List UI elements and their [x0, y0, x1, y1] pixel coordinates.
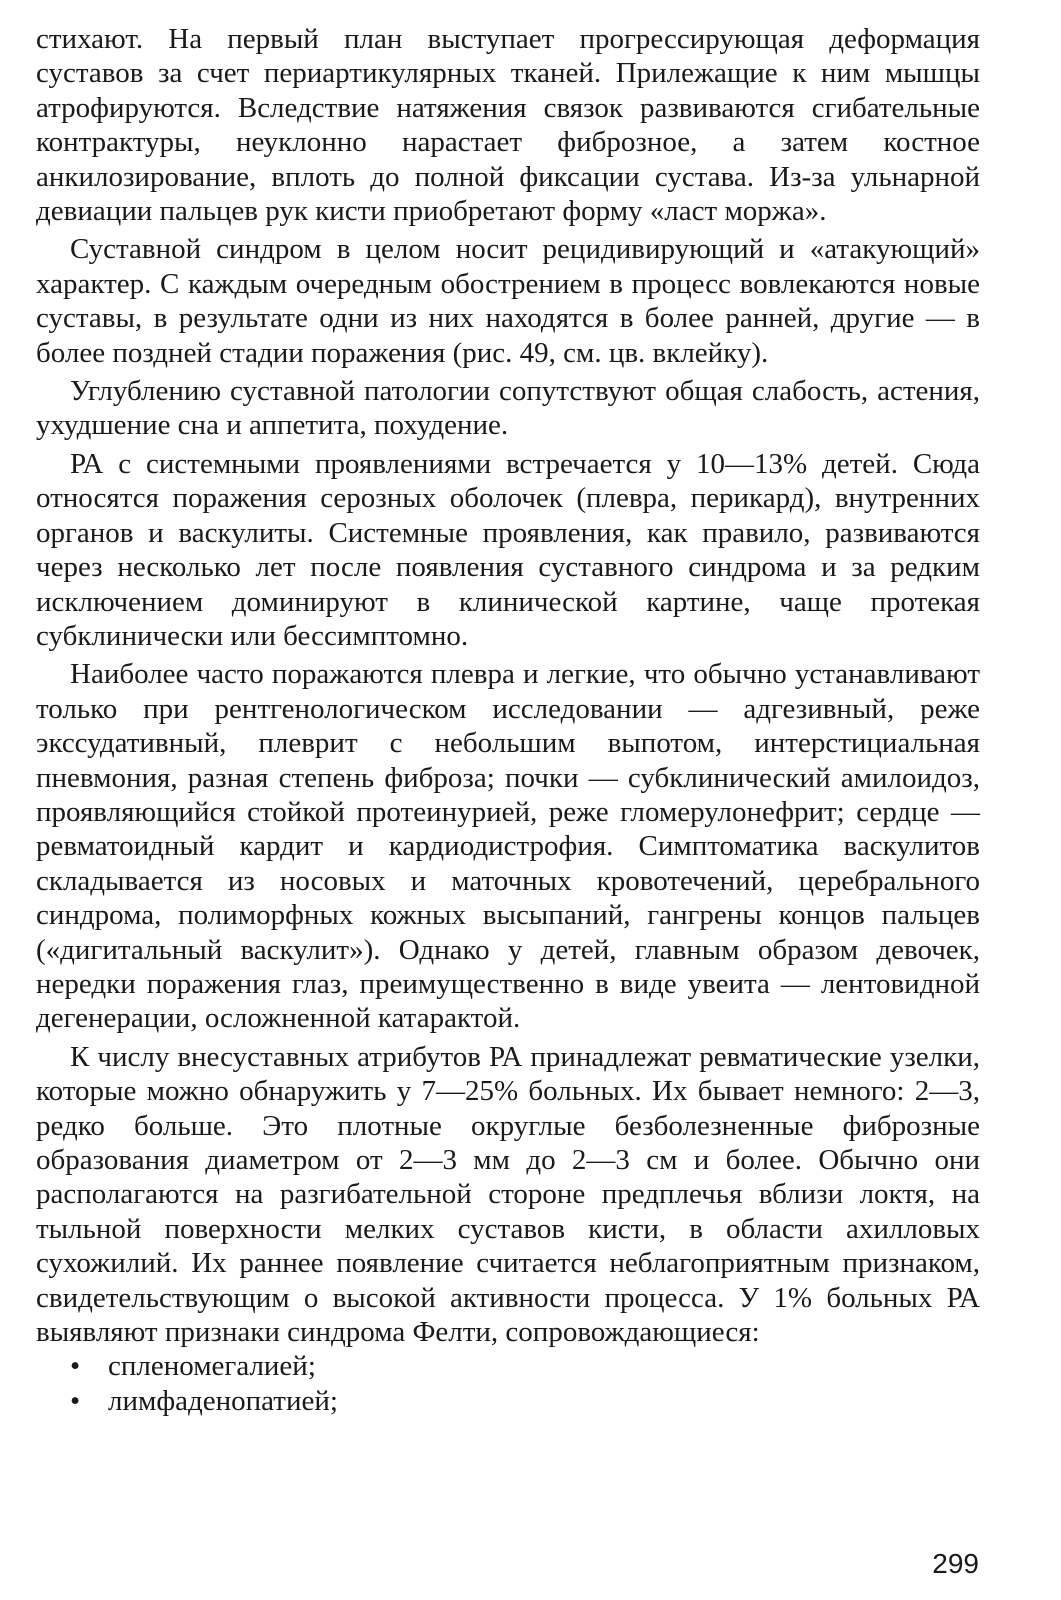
page-body — [36, 22, 980, 1418]
bullet-list — [36, 1349, 980, 1418]
paragraph-4: РА с системными проявлениями встречается у 10—13% детей. Сюда относятся поражения серозных оболочек (плевра, перикард), внутренних органов и васкулиты. Системные проявления, как правило, развиваются через несколько лет после появления суставного синдрома и за редким исключением доминируют в клинической картине, чаще протекая субклинически или бессимптомно. — [36, 447, 980, 652]
list-item-text: спленомегалией; — [108, 1350, 316, 1383]
paragraph-2: Суставной синдром в целом носит рецидивирующий и «атакующий» характер. С каждым очередным обострением в процесс вовлекаются новые суставы, в результате одни из них находятся в более ранней, другие — в более поздней стадии поражения (рис. 49, см. цв. вклейку). — [36, 233, 980, 369]
paragraph-3: Углублению суставной патологии сопутствуют общая слабость, астения, ухудшение сна и аппетита, похудение. — [36, 375, 980, 442]
list-item-text: лимфаденопатией; — [108, 1384, 338, 1417]
paragraph-5: Наиболее часто поражаются плевра и легкие, что обычно устанавливают только при рентгенологическом исследовании — адгезивный, реже экссудативный, плеврит с небольшим выпотом, интерстициальная пневмония, разная степень фиброза; почки — субклинический амилоидоз, проявляющийся стойкой протеинурией, реже гломерулонефрит; сердце — ревматоидный кардит и кардиодистрофия. Симптоматика васкулитов складывается из носовых и маточных кровотечений, церебрального синдрома, полиморфных кожных высыпаний, гангрены концов пальцев («дигитальный васкулит»). Однако у детей, главным образом девочек, нередки поражения глаз, преимущественно в виде увеита — лентовидной дегенерации, осложненной катарактой. — [36, 658, 980, 1035]
list-item — [36, 1384, 980, 1418]
bullet-icon: • — [70, 1350, 81, 1383]
list-item — [36, 1349, 980, 1383]
page-number: 299 — [932, 1548, 979, 1579]
paragraph-6: К числу внесуставных атрибутов РА принадлежат ревматические узелки, которые можно обнаружить у 7—25% больных. Их бывает немного: 2—3, редко больше. Это плотные округлые безболезненные фиброзные образования диаметром от 2—3 мм до 2—3 см и более. Обычно они располагаются на разгибательной стороне предплечья вблизи локтя, на тыльной поверхности мелких суставов кисти, в области ахилловых сухожилий. Их раннее появление считается неблагоприятным признаком, свидетельствующим о высокой активности процесса. У 1% больных РА выявляют признаки синдрома Фелти, сопровождающиеся: — [36, 1040, 980, 1349]
paragraph-1: стихают. На первый план выступает прогрессирующая деформация суставов за счет периартикулярных тканей. Прилежащие к ним мышцы атрофируются. Вследствие натяжения связок развиваются сгибательные контрактуры, неуклонно нарастает фиброзное, а затем костное анкилозирование, вплоть до полной фиксации сустава. Из-за ульнарной девиации пальцев рук кисти приобретают форму «ласт моржа». — [36, 23, 980, 228]
bullet-icon: • — [70, 1384, 81, 1417]
